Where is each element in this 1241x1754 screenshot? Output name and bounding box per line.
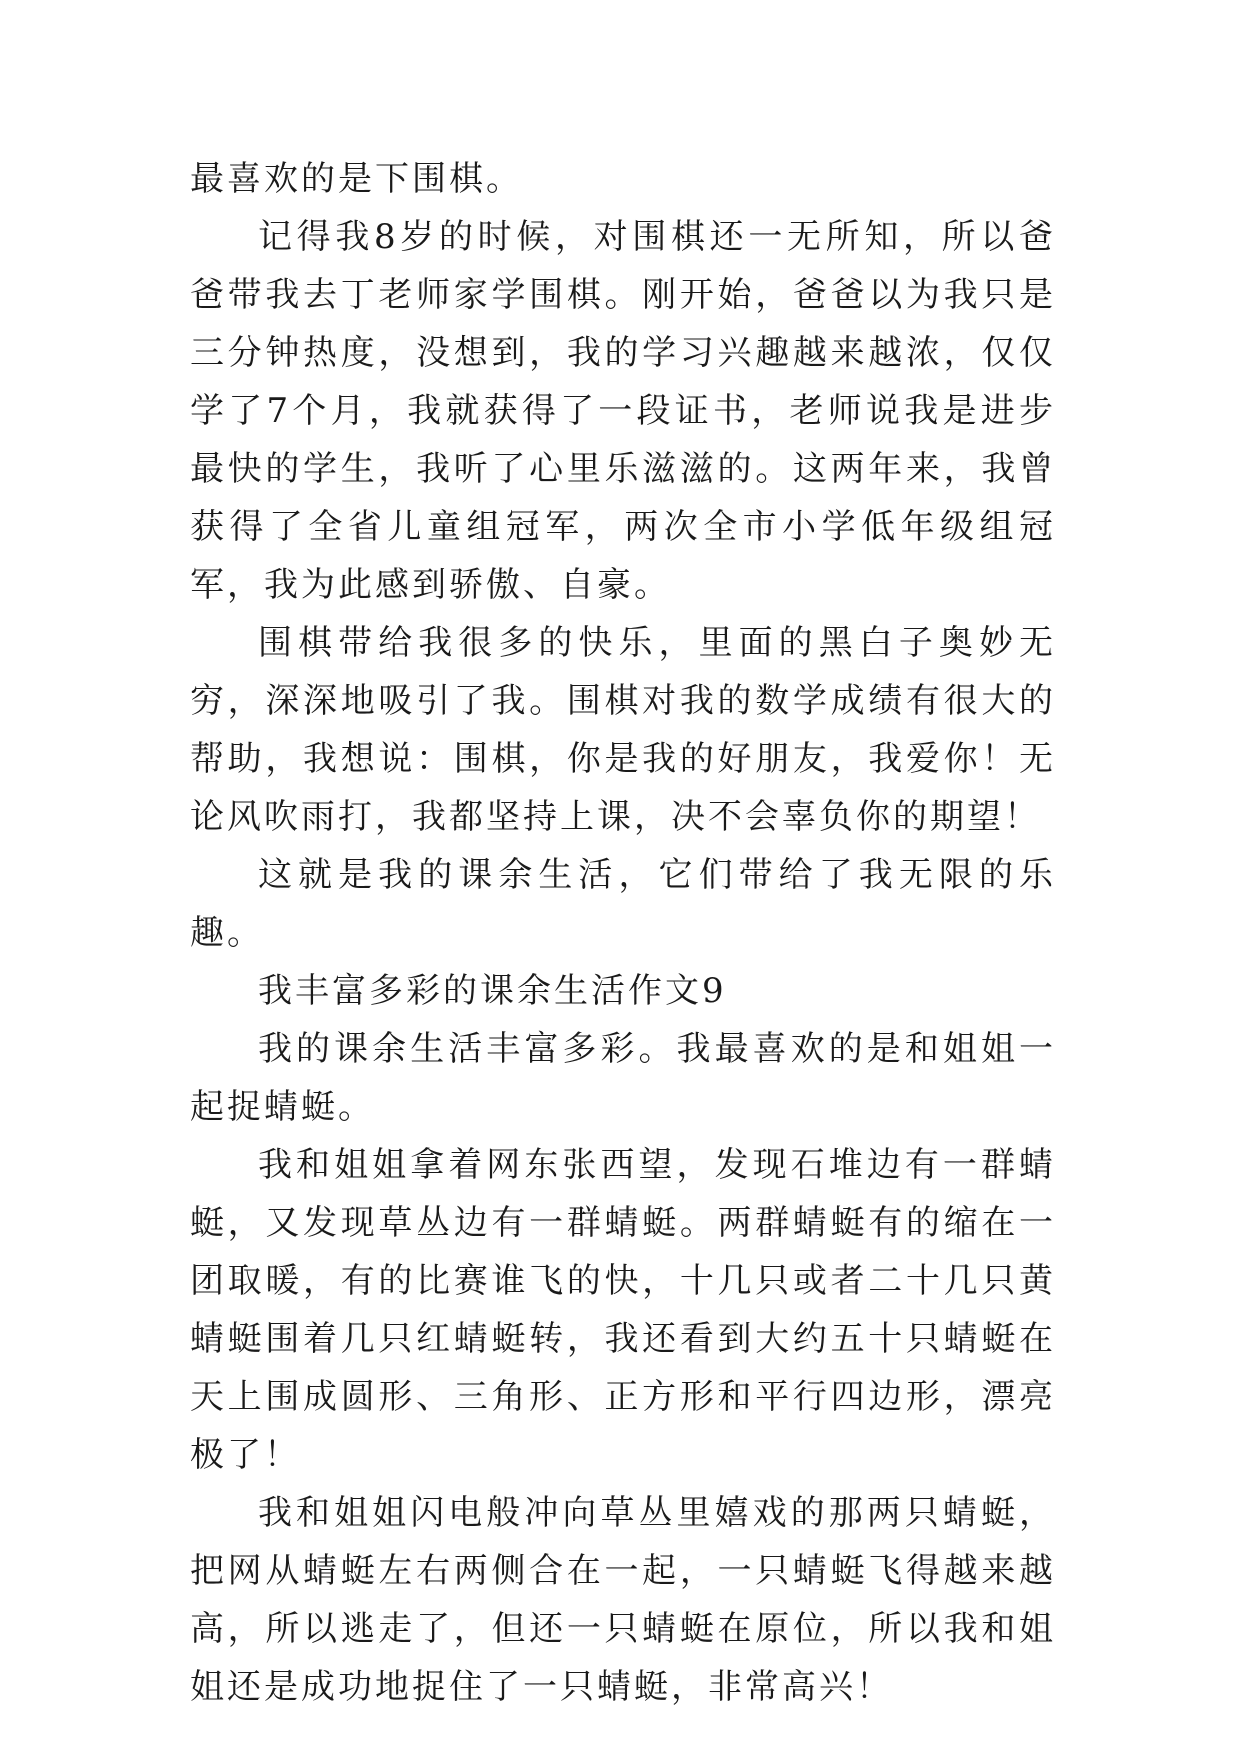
paragraph: 我和姐姐闪电般冲向草丛里嬉戏的那两只蜻蜓，把网从蜻蜓左右两侧合在一起，一只蜻蜓飞得越来越高，所以逃走了，但还一只蜻蜓在原位，所以我和姐姐还是成功地捉住了一只蜻蜓，非常高兴！ — [190, 1493, 1056, 1707]
paragraph: 这就是我的课余生活，它们带给了我无限的乐趣。 — [190, 855, 1056, 953]
section-heading: 我丰富多彩的课余生活作文9 — [258, 971, 727, 1011]
paragraph: 围棋带给我很多的快乐，里面的黑白子奥妙无穷，深深地吸引了我。围棋对我的数学成绩有很大的帮助，我想说：围棋，你是我的好朋友，我爱你！无论风吹雨打，我都坚持上课，决不会辜负你的期望！ — [190, 623, 1056, 837]
paragraph: 我的课余生活丰富多彩。我最喜欢的是和姐姐一起捉蜻蜓。 — [190, 1029, 1056, 1127]
paragraph: 最喜欢的是下围棋。 — [190, 159, 523, 199]
document-page — [190, 150, 1056, 1716]
paragraph: 我和姐姐拿着网东张西望，发现石堆边有一群蜻蜓，又发现草丛边有一群蜻蜓。两群蜻蜓有的缩在一团取暖，有的比赛谁飞的快，十几只或者二十几只黄蜻蜓围着几只红蜻蜓转，我还看到大约五十只蜻蜓在天上围成圆形、三角形、正方形和平行四边形，漂亮极了！ — [190, 1145, 1056, 1475]
paragraph: 记得我8岁的时候，对围棋还一无所知，所以爸爸带我去丁老师家学围棋。刚开始，爸爸以为我只是三分钟热度，没想到，我的学习兴趣越来越浓，仅仅学了7个月，我就获得了一段证书，老师说我是进步最快的学生，我听了心里乐滋滋的。这两年来，我曾获得了全省儿童组冠军，两次全市小学低年级组冠军，我为此感到骄傲、自豪。 — [190, 217, 1056, 605]
